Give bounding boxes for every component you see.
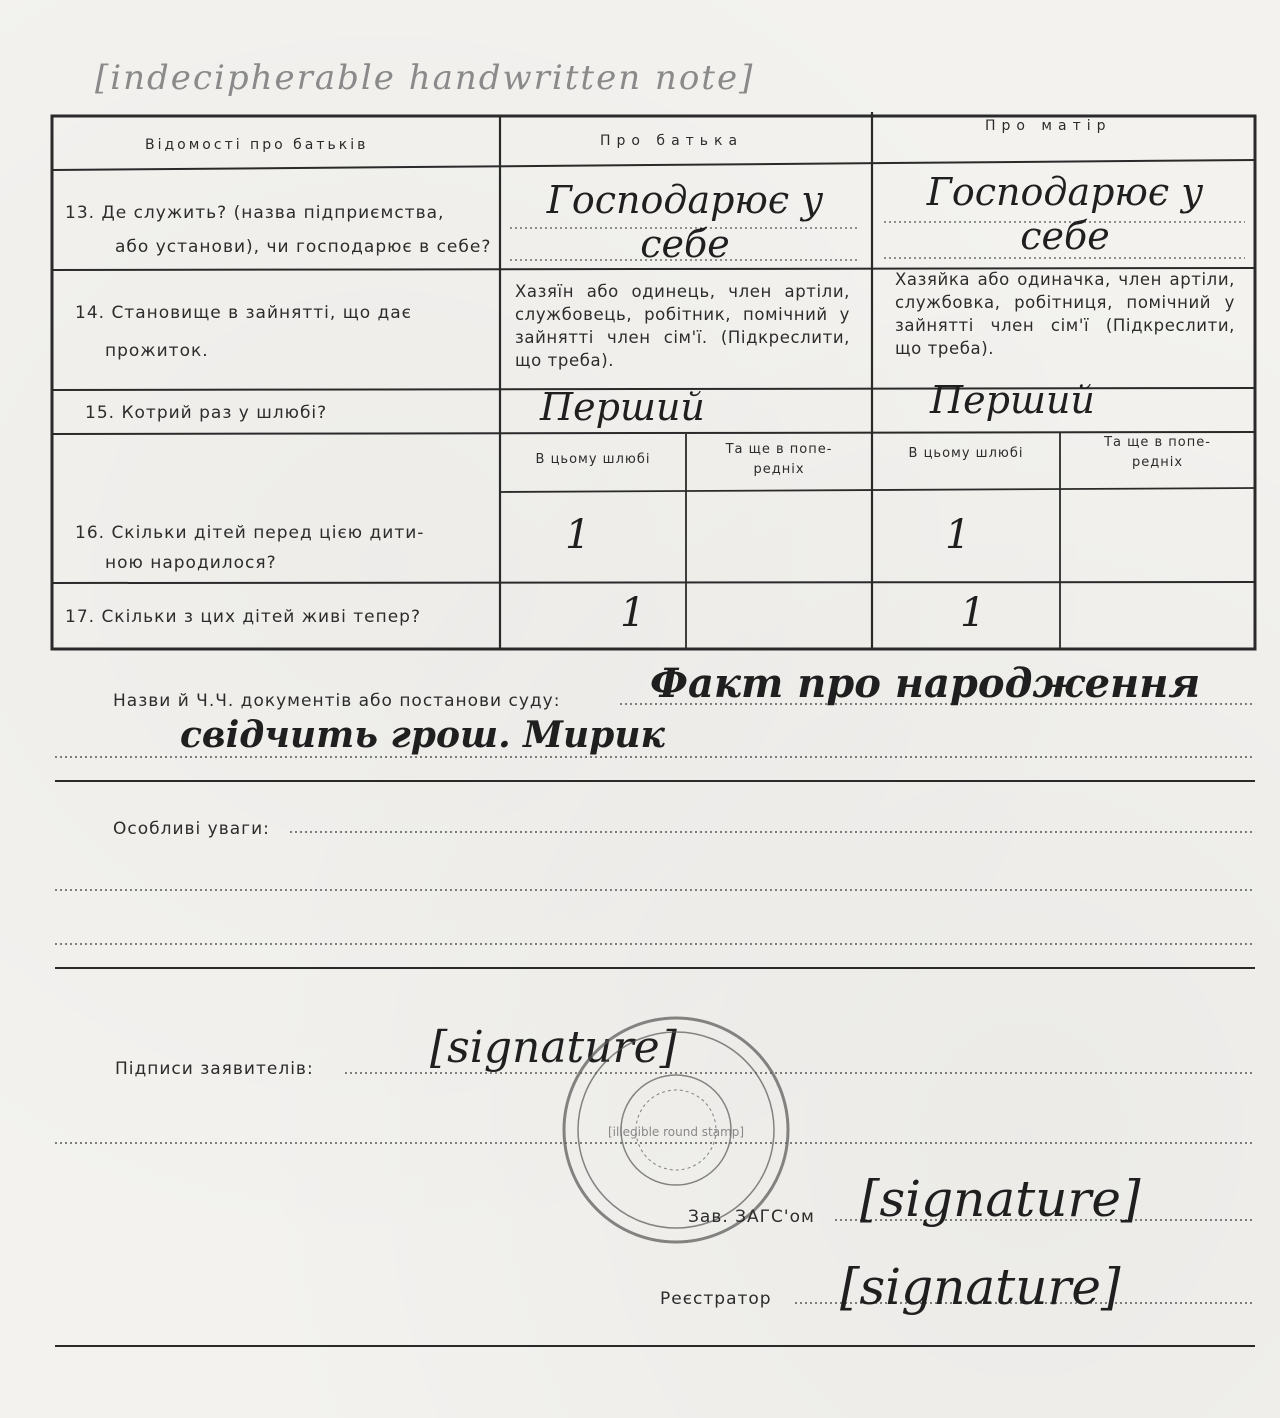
- row13-question: [65, 196, 491, 264]
- documents-value-line1: Факт про народження: [650, 660, 1201, 707]
- stamp-text: [illegible round stamp]: [607, 1125, 745, 1139]
- row14-father-options: Хазяїн або одинець, член артіли, службовець, робітник, помічний у зайнятті член сім'ї. (Підкреслити, що треба).: [515, 282, 850, 370]
- row17-question: 17. Скільки з цих дітей живі тепер?: [65, 607, 421, 627]
- header-parents-info: Відомості про батьків: [145, 137, 369, 153]
- row13-line2: або установи), чи господарює в себе?: [115, 237, 492, 257]
- row16-mother-this-marriage: 1: [945, 512, 971, 558]
- corner-note: [indecipherable handwritten note]: [95, 58, 755, 98]
- subheader-father-previous: [686, 440, 872, 480]
- head-label: Зав. ЗАГС'ом: [688, 1207, 815, 1227]
- row17-father-this-marriage: 1: [620, 590, 646, 636]
- applicants-signature-label: Підписи заявителів:: [115, 1059, 314, 1079]
- applicants-signature: [signature]: [430, 1022, 677, 1073]
- documents-label: Назви й Ч.Ч. документів або постанови суду:: [113, 691, 561, 711]
- remarks-label: Особливі уваги:: [113, 819, 270, 839]
- row14-line1: 14. Становище в зайнятті, що дає: [75, 303, 413, 323]
- row16-question: [75, 518, 424, 578]
- row16-line1: 16. Скільки дітей перед цією дити-: [75, 523, 425, 543]
- row15-father-answer: Перший: [540, 385, 705, 429]
- row15-mother-answer: Перший: [930, 378, 1095, 422]
- documents-value-line2: свідчить грош. Мирик: [180, 714, 665, 756]
- subheader-mother-previous: [1060, 433, 1255, 473]
- subheader-father-previous-line2: редніх: [753, 462, 805, 477]
- subheader-father-previous-line1: Та ще в попе-: [725, 442, 833, 457]
- subheader-mother-previous-line1: Та ще в попе-: [1104, 435, 1211, 450]
- row16-father-this-marriage: 1: [565, 512, 591, 558]
- row13-mother-answer: Господарює у себе: [926, 170, 1204, 258]
- row13-line1: 13. Де служить? (назва підприємства,: [65, 203, 445, 223]
- registrar-label: Реєстратор: [660, 1289, 772, 1309]
- head-signature: [signature]: [860, 1170, 1141, 1228]
- header-mother: Про матір: [985, 118, 1112, 134]
- header-father: Про батька: [600, 133, 744, 149]
- subheader-mother-this-marriage: В цьому шлюбі: [908, 446, 1024, 461]
- row14-mother-options: Хазяйка або одиначка, член артіли, службовка, робітниця, помічний у зайнятті член сім'ї (Підкреслити, що треба).: [895, 270, 1235, 358]
- row17-mother-this-marriage: 1: [960, 590, 986, 636]
- registrar-signature: [signature]: [840, 1258, 1121, 1316]
- row15-question: 15. Котрий раз у шлюбі?: [85, 403, 328, 423]
- row16-line2: ною народилося?: [105, 553, 277, 573]
- subheader-father-this-marriage: В цьому шлюбі: [535, 452, 651, 467]
- row14-line2: прожиток.: [105, 341, 209, 361]
- subheader-mother-previous-line2: редніх: [1131, 455, 1184, 470]
- row13-father-answer: Господарює у себе: [546, 178, 824, 266]
- row14-question: [75, 296, 412, 368]
